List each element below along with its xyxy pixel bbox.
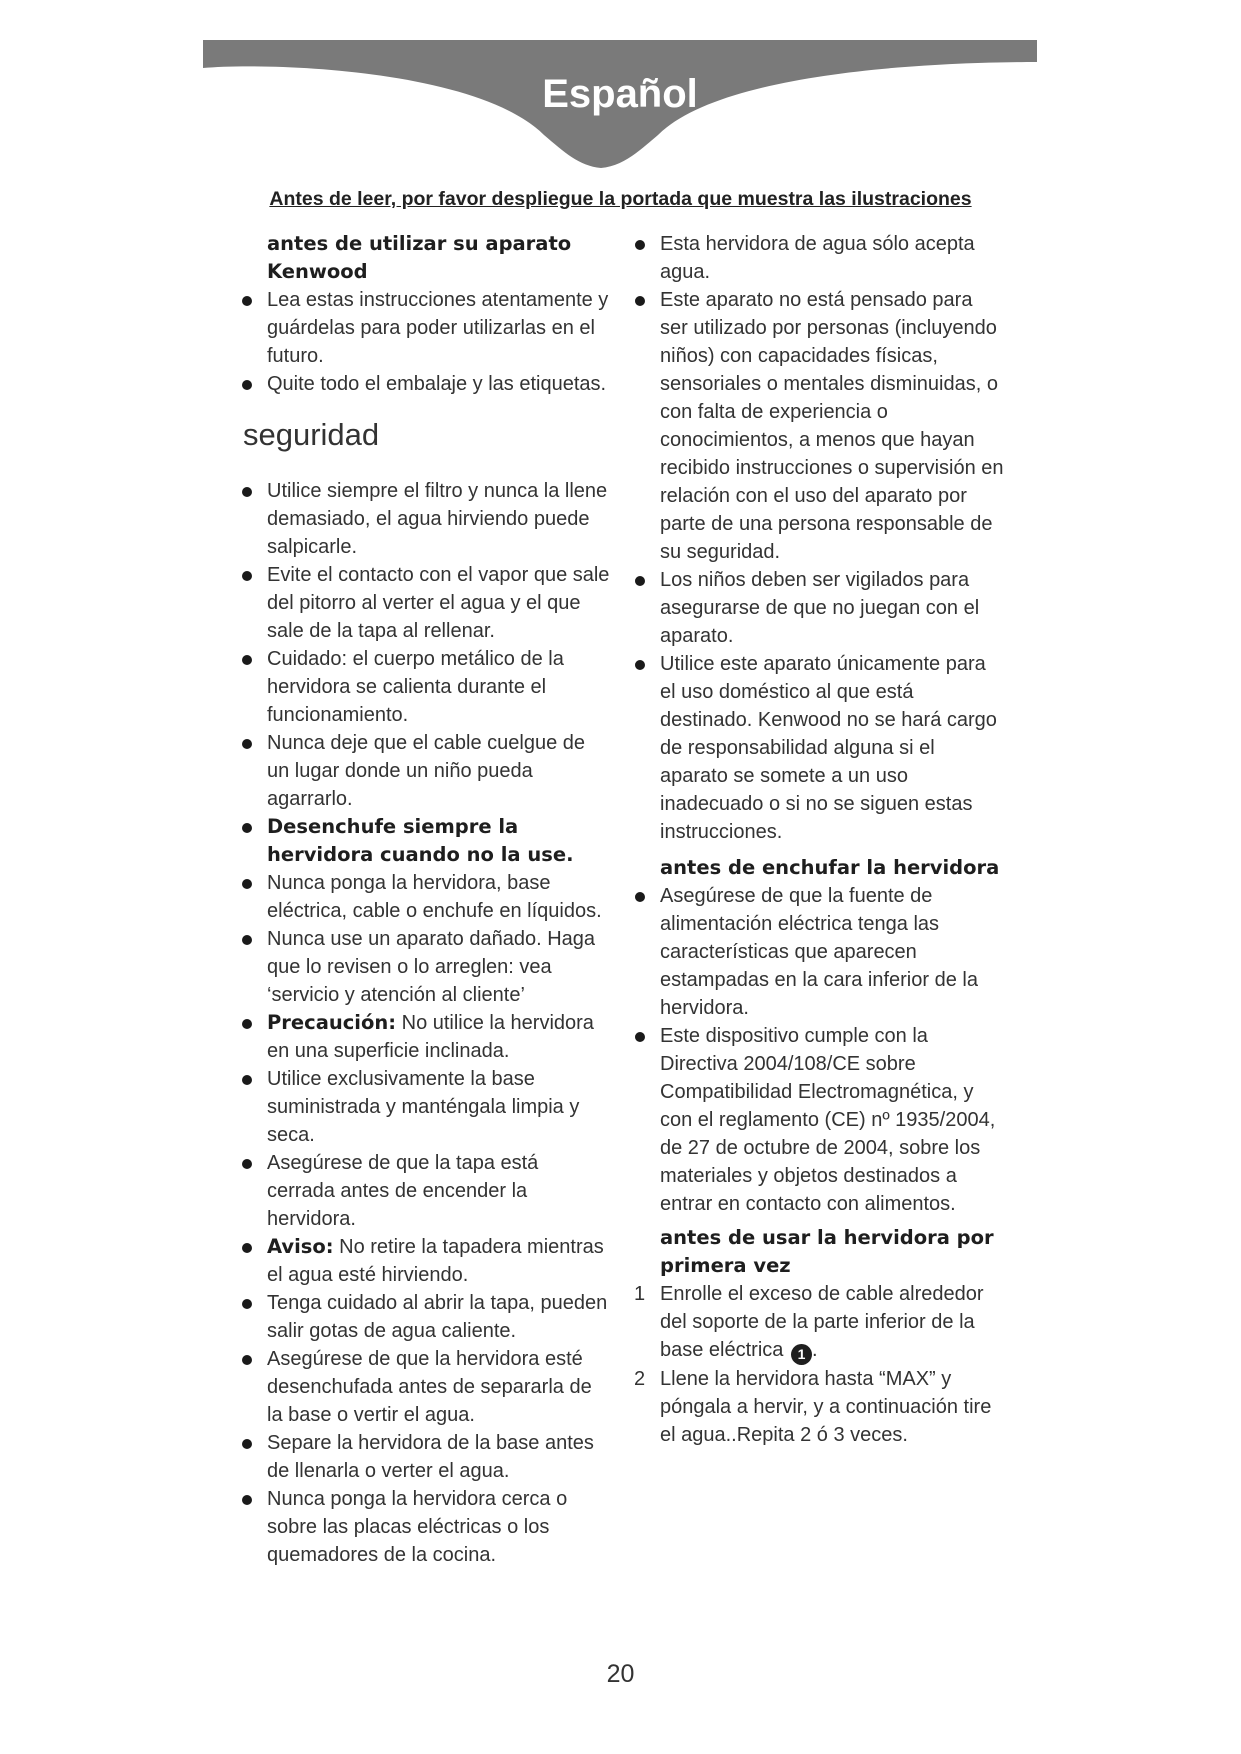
safety-item (240, 645, 610, 729)
intro-item: Lea estas instrucciones atentamente y guárdelas para poder utilizarlas en el futuro. (240, 286, 610, 370)
safety-item-bold: Desenchufe siempre la hervidora cuando no la use. (267, 815, 574, 866)
first-use-steps (633, 1280, 1005, 1449)
safety-item: Utilice este aparato únicamente para el uso doméstico al que está destinado. Kenwood no se hará cargo de responsabilidad alguna si el aparato se somete a un uso inadecuado o si no se siguen estas instrucciones. (633, 650, 1005, 846)
safety-item-text: Asegúrese de que la hervidora esté desenchufada antes de separarla de la base o vertir el agua. (267, 1348, 592, 1426)
figure-reference-badge: 1 (791, 1344, 812, 1365)
step-number: 2 (634, 1368, 646, 1390)
page-title: Español (542, 72, 698, 116)
safety-item (240, 561, 610, 645)
first-use-step (633, 1365, 1005, 1449)
intro-list (240, 286, 610, 398)
safety-item (240, 1233, 610, 1289)
plug-item: Asegúrese de que la fuente de alimentación eléctrica tenga las características que aparecen estampadas en la cara inferior de la hervidora. (633, 882, 1005, 1022)
plug-item: Este dispositivo cumple con la Directiva 2004/108/CE sobre Compatibilidad Electromagnética, y con el reglamento (CE) nº 1935/2004, de 27 de octubre de 2004, sobre los materiales y objetos destinados a entrar en contacto con alimentos. (633, 1022, 1005, 1218)
safety-item-text: Nunca ponga la hervidora cerca o sobre las placas eléctricas o los quemadores de la cocina. (267, 1488, 568, 1566)
safety-item (240, 1429, 610, 1485)
safety-item (240, 869, 610, 925)
first-use-heading: antes de usar la hervidora por primera vez (660, 1226, 994, 1277)
safety-item (240, 1345, 610, 1429)
safety-item-text: Separe la hervidora de la base antes de llenarla o verter el agua. (267, 1432, 594, 1482)
safety-heading: seguridad (243, 417, 380, 452)
safety-list (240, 477, 610, 1569)
safety-item (240, 729, 610, 813)
plug-heading: antes de enchufar la hervidora (660, 856, 1000, 879)
safety-item-text: Cuidado: el cuerpo metálico de la hervidora se calienta durante el funcionamiento. (267, 648, 564, 726)
safety-item (240, 1485, 610, 1569)
left-column (240, 230, 610, 1569)
safety-item-text: Evite el contacto con el vapor que sale del pitorro al verter el agua y el que sale de la tapa al rellenar. (267, 564, 610, 642)
safety-item-bold: Aviso: (267, 1235, 334, 1258)
safety-item: Los niños deben ser vigilados para asegurarse de que no juegan con el aparato. (633, 566, 1005, 650)
safety-item (240, 1149, 610, 1233)
safety-item (240, 477, 610, 561)
safety-item-text: No retire la tapadera mientras el agua esté hirviendo. (267, 1236, 604, 1286)
safety-item-text: No utilice la hervidora en una superficie inclinada. (267, 1012, 594, 1062)
safety-item-text: Utilice siempre el filtro y nunca la llene demasiado, el agua hirviendo puede salpicarle. (267, 480, 608, 558)
safety-item-text: Utilice exclusivamente la base suministrada y manténgala limpia y seca. (267, 1068, 580, 1146)
step-text: Llene la hervidora hasta “MAX” y póngala a hervir, y a continuación tire el agua..Repita 2 ó 3 veces. (660, 1368, 992, 1446)
intro-heading: antes de utilizar su aparato Kenwood (267, 232, 572, 283)
plug-list (633, 882, 1005, 1218)
safety-item-bold: Precaución: (267, 1011, 397, 1034)
first-use-step (633, 1280, 1005, 1365)
step-text-end: . (811, 1339, 818, 1361)
safety-item (240, 1289, 610, 1345)
right-column (633, 230, 1005, 1449)
safety-item-text: Nunca deje que el cable cuelgue de un lugar donde un niño pueda agarrarlo. (267, 732, 586, 810)
safety-item (240, 1065, 610, 1149)
safety-item (240, 1009, 610, 1065)
safety-item (240, 813, 610, 869)
safety-item: Esta hervidora de agua sólo acepta agua. (633, 230, 1005, 286)
intro-item: Quite todo el embalaje y las etiquetas. (240, 370, 610, 398)
safety-item: Este aparato no está pensado para ser utilizado por personas (incluyendo niños) con capacidades físicas, sensoriales o mentales disminuidas, o con falta de experiencia o conocimientos, a menos que hayan recibido instrucciones o supervisión en relación con el uso del aparato por parte de una persona responsable de su seguridad. (633, 286, 1005, 566)
safety-item-text: Tenga cuidado al abrir la tapa, pueden salir gotas de agua caliente. (267, 1292, 608, 1342)
page-number: 20 (606, 1660, 635, 1688)
step-number: 1 (634, 1283, 646, 1305)
safety-item-text: Nunca use un aparato dañado. Haga que lo revisen o lo arreglen: vea ‘servicio y atención al cliente’ (267, 928, 596, 1006)
safety-item-text: Nunca ponga la hervidora, base eléctrica, cable o enchufe en líquidos. (267, 872, 602, 922)
fold-out-instruction: Antes de leer, por favor despliegue la portada que muestra las ilustraciones (269, 188, 972, 210)
language-banner (203, 40, 1037, 185)
safety-item (240, 925, 610, 1009)
safety-list-continued (633, 230, 1005, 846)
safety-item-text: Asegúrese de que la tapa está cerrada antes de encender la hervidora. (267, 1152, 539, 1230)
step-text: Enrolle el exceso de cable alrededor del soporte de la parte inferior de la base eléctrica (660, 1283, 984, 1361)
